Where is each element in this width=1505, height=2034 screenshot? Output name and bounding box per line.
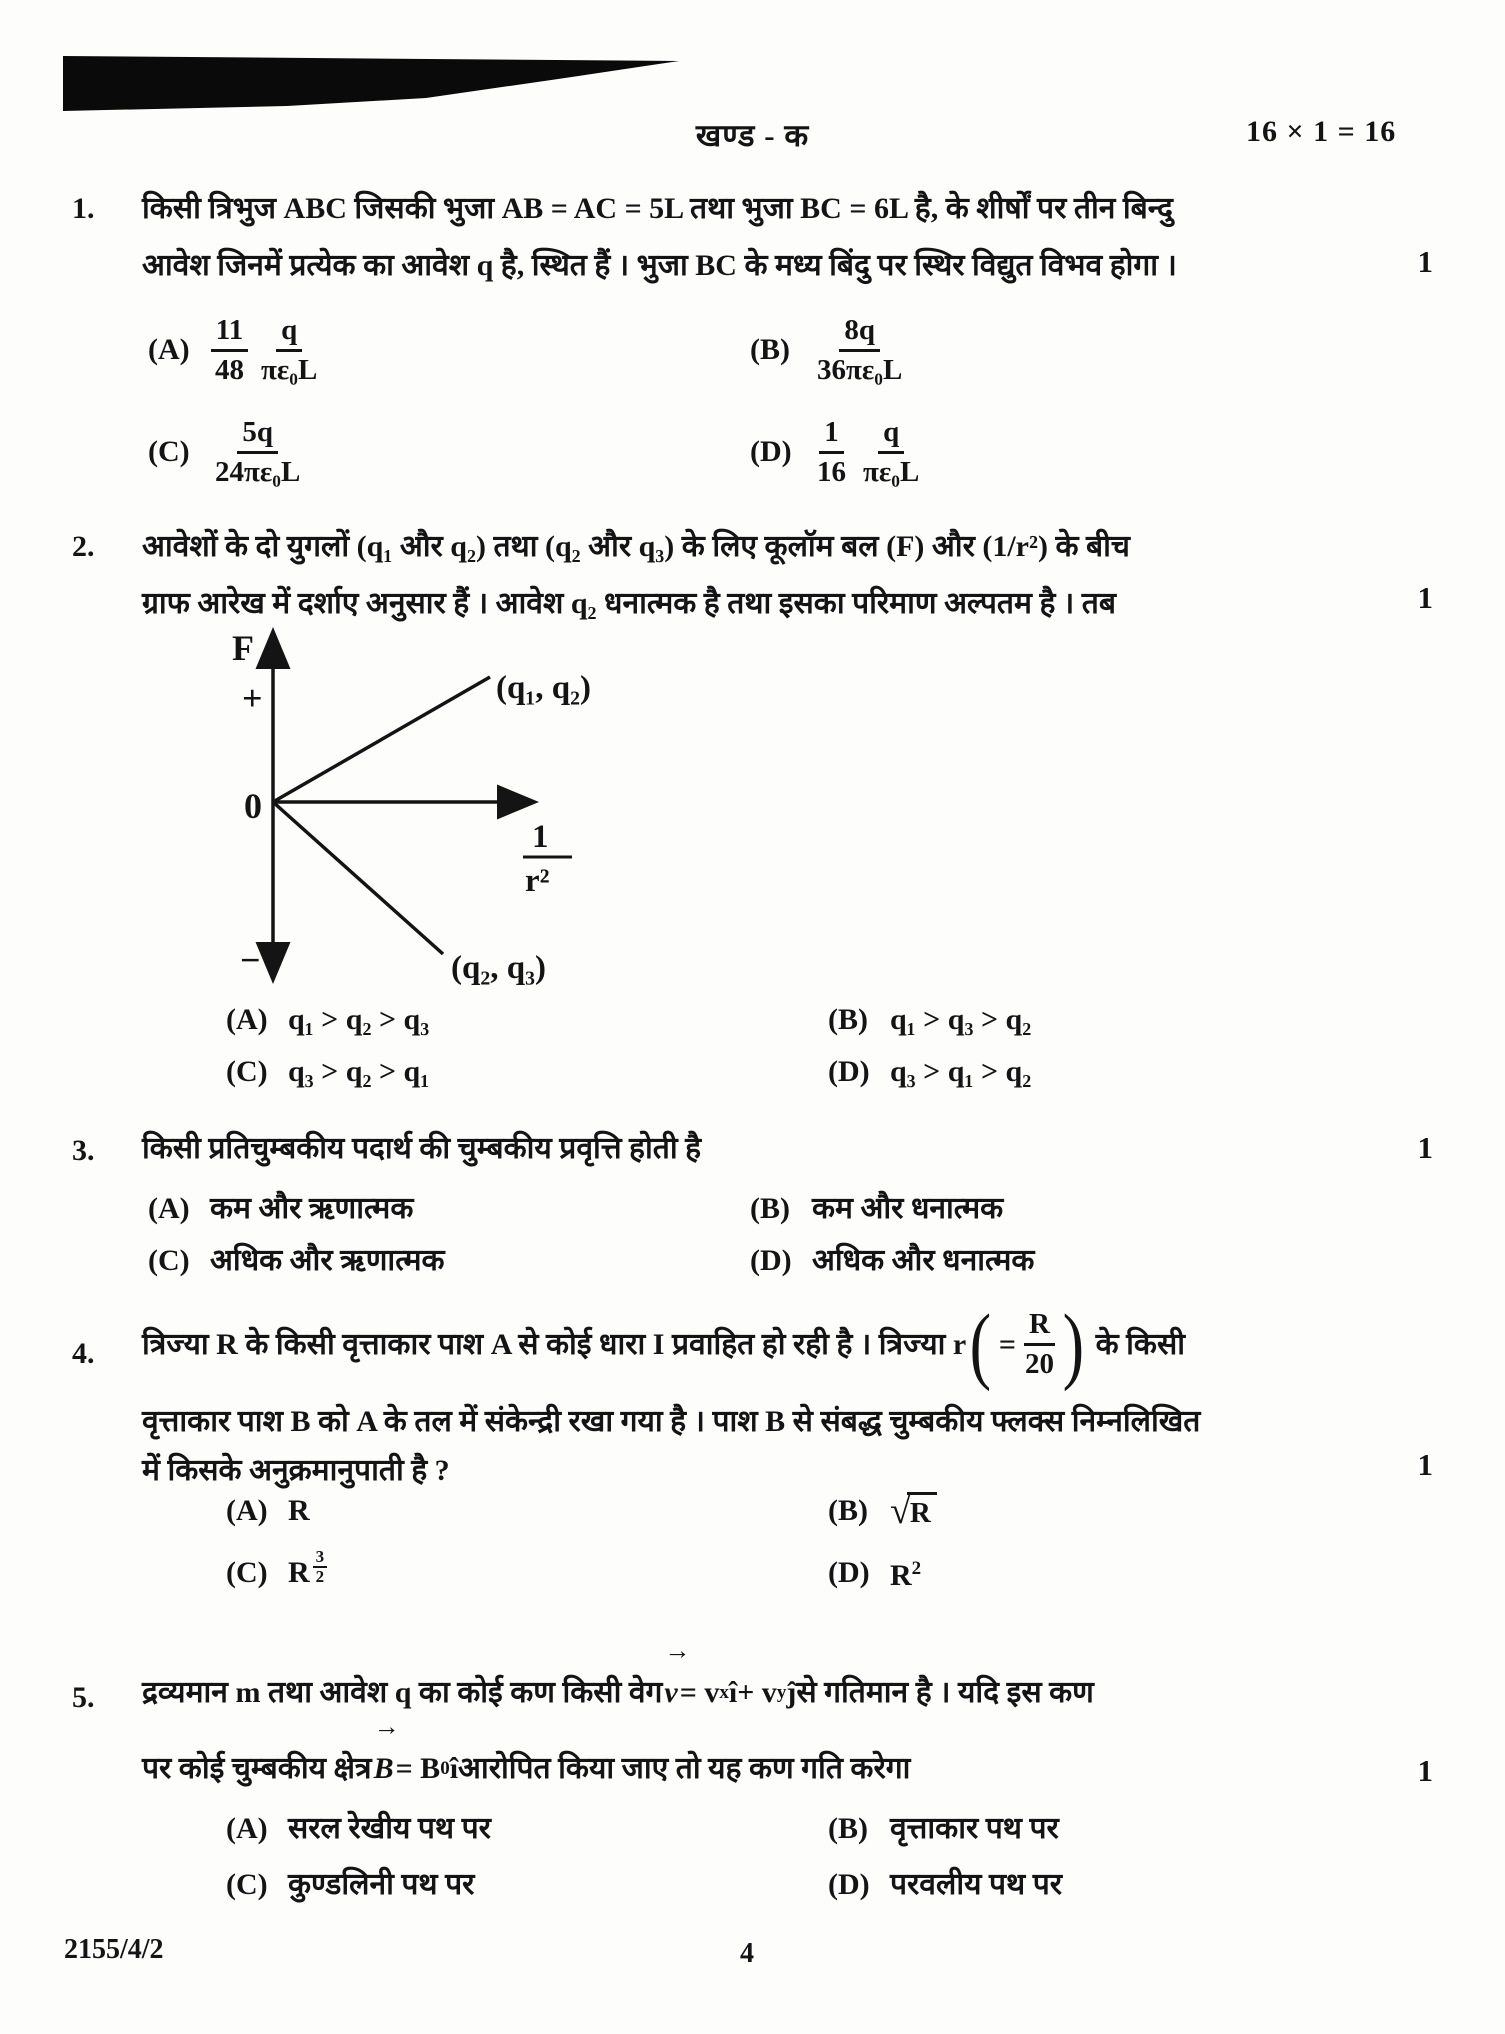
exponent-denominator: 2	[315, 1567, 325, 1587]
fraction-denominator: πε₀L	[863, 455, 920, 488]
marks-badge: 1	[1417, 1130, 1433, 1165]
question-text: द्रव्यमान m तथा आवेश q का कोई कण किसी वेग	[142, 1675, 663, 1709]
question-number: 1.	[72, 192, 95, 225]
question-text-line: आवेशों के दो युगलों (q₁ और q₂) तथा (q₂ और q₃) के लिए कूलॉम बल (F) और (1/r²) के बीच	[142, 530, 1130, 563]
question-text-line: आवेश जिनमें प्रत्येक का आवेश q है, स्थित हैं । भुजा BC के मध्य बिंदु पर स्थिर विद्युत विभव होगा ।	[142, 249, 1177, 282]
option-text: कम और ऋणात्मक	[210, 1192, 414, 1225]
y-axis-label: F	[232, 628, 254, 668]
subscript-x: x	[719, 1681, 729, 1703]
fraction-denominator: 20	[1024, 1347, 1054, 1380]
origin-label: 0	[244, 786, 262, 826]
question-number: 4.	[72, 1337, 95, 1370]
option-a	[226, 1803, 818, 1855]
option-label: (A)	[226, 1494, 268, 1527]
option-label: (D)	[750, 1244, 792, 1277]
option-formula	[210, 313, 322, 386]
vector-arrow: →	[664, 1635, 691, 1665]
option-a	[226, 1485, 818, 1537]
marks-badge: 1	[1417, 1447, 1433, 1482]
fraction-denominator: πε₀L	[261, 353, 318, 386]
subscript-0: 0	[440, 1757, 450, 1779]
r-over-20-fraction	[1020, 1307, 1059, 1380]
unit-vector-i: î	[728, 1675, 738, 1709]
equals-sign: =	[998, 1327, 1016, 1361]
option-a	[148, 1183, 740, 1235]
fraction-numerator: 1	[819, 415, 844, 453]
option-text: परवलीय पथ पर	[890, 1868, 1063, 1901]
R-to-three-halves-formula	[288, 1547, 327, 1599]
option-label: (D)	[828, 1868, 870, 1901]
base: R	[288, 1555, 310, 1589]
option-label: (B)	[828, 1812, 868, 1845]
question-text: + v	[737, 1675, 777, 1709]
falling-line	[273, 802, 443, 954]
question-text-line: वृत्ताकार पाश B को A के तल में संकेन्द्री रखा गया है । पाश B से संबद्ध चुम्बकीय फ्लक्स निम्नलिखित	[142, 1405, 1201, 1438]
magnetic-field-vector	[373, 1711, 400, 1797]
option-label: (D)	[828, 1555, 870, 1589]
question-text-line: किसी त्रिभुज ABC जिसकी भुजा AB = AC = 5L तथा भुजा BC = 6L है, के शीर्षों पर तीन बिन्दु	[142, 192, 1173, 225]
page-number: 4	[740, 1938, 754, 1969]
option-label: (C)	[148, 435, 190, 468]
subscript-y: y	[776, 1681, 787, 1703]
exponent-numerator: 3	[313, 1548, 328, 1569]
option-formula	[812, 415, 924, 488]
rising-line-label: (q₁, q₂)	[496, 670, 591, 706]
marks-badge: 1	[1417, 580, 1433, 615]
radical-sign: √	[890, 1489, 911, 1532]
x-axis-label-numerator: 1	[532, 819, 549, 855]
option-label: (C)	[226, 1868, 268, 1901]
vector-arrow: →	[373, 1711, 400, 1741]
marks-badge: 1	[1417, 1753, 1433, 1788]
option-c	[226, 1859, 818, 1911]
question-text: से गतिमान है । यदि इस कण	[796, 1675, 1094, 1709]
question-number: 5.	[72, 1681, 95, 1714]
section-title: खण्ड - क	[695, 118, 810, 153]
option-text: सरल रेखीय पथ पर	[288, 1812, 491, 1845]
option-d	[828, 1859, 1505, 1911]
option-d	[828, 1046, 1505, 1098]
option-label: (B)	[750, 333, 790, 366]
option-label: (C)	[226, 1555, 268, 1589]
fraction-numerator: R	[1024, 1307, 1055, 1345]
option-d	[750, 408, 1445, 496]
option-label: (B)	[828, 1494, 868, 1527]
option-c	[226, 1543, 818, 1602]
question-1	[70, 180, 1445, 496]
option-label: (D)	[750, 435, 792, 468]
option-b	[750, 1183, 1445, 1235]
question-text: त्रिज्या R के किसी वृत्ताकार पाश A से कोई धारा I प्रवाहित हो रही है । त्रिज्या r	[142, 1327, 967, 1361]
fraction-numerator: 5q	[237, 415, 278, 453]
options-grid	[226, 1485, 1505, 1602]
options-grid	[226, 994, 1505, 1098]
option-text: कम और धनात्मक	[812, 1192, 1004, 1225]
options-grid	[226, 1803, 1505, 1911]
option-b	[828, 1803, 1505, 1855]
option-formula	[210, 415, 305, 488]
exponent: 2	[911, 1558, 922, 1579]
question-5	[70, 1635, 1445, 1935]
falling-line-label: (q₂, q₃)	[451, 950, 546, 986]
option-text: वृत्ताकार पथ पर	[890, 1812, 1059, 1845]
fraction-numerator: q	[878, 415, 904, 453]
option-label: (A)	[226, 1003, 268, 1036]
plus-label: +	[242, 678, 263, 718]
paper-code: 2155/4/2	[64, 1934, 164, 1965]
question-text-line	[142, 1711, 911, 1793]
question-text: = B	[395, 1751, 441, 1785]
question-number: 2.	[72, 530, 95, 563]
option-c	[148, 408, 740, 496]
option-d	[750, 1235, 1445, 1287]
option-c	[148, 1235, 740, 1287]
option-c	[226, 1046, 818, 1098]
option-text: अधिक और ऋणात्मक	[210, 1244, 445, 1277]
scan-artifact-wedge	[0, 0, 700, 120]
option-label: (A)	[148, 1192, 190, 1225]
question-text-line: किसी प्रतिचुम्बकीय पदार्थ की चुम्बकीय प्रवृत्ति होती है	[142, 1132, 702, 1165]
question-text: आरोपित किया जाए तो यह कण गति करेगा	[458, 1751, 911, 1785]
option-text: q₁ > q₃ > q₂	[890, 1003, 1032, 1036]
question-text-line: ग्राफ आरेख में दर्शाए अनुसार हैं । आवेश q₂ धनात्मक है तथा इसका परिमाण अल्पतम है । तब	[142, 587, 1116, 620]
fraction-denominator: 16	[817, 455, 846, 488]
minus-label: −	[240, 940, 261, 980]
total-marks: 16 × 1 = 16	[1246, 115, 1397, 148]
fraction-numerator: q	[276, 313, 302, 351]
option-text: q₁ > q₂ > q₃	[288, 1003, 430, 1036]
option-b	[750, 306, 1445, 394]
option-d	[828, 1543, 1505, 1602]
option-label: (B)	[828, 1003, 868, 1036]
close-paren: )	[1062, 1296, 1085, 1392]
option-b	[828, 994, 1505, 1046]
question-number: 3.	[72, 1134, 95, 1167]
option-text: कुण्डलिनी पथ पर	[288, 1868, 475, 1901]
question-2	[70, 518, 1445, 1103]
fraction-denominator: 24πε₀L	[215, 455, 301, 488]
open-paren: (	[969, 1296, 992, 1392]
question-4	[70, 1295, 1445, 1635]
force-vs-inverse-r2-graph	[220, 610, 650, 996]
option-label: (D)	[828, 1055, 870, 1088]
radicand: R	[907, 1492, 937, 1530]
option-text: R	[288, 1494, 310, 1527]
option-text: q₃ > q₂ > q₁	[288, 1055, 430, 1088]
base: R	[890, 1559, 912, 1592]
fraction-denominator: 36πε₀L	[817, 353, 903, 386]
unit-vector-i: î	[449, 1751, 459, 1785]
question-text: पर कोई चुम्बकीय क्षेत्र	[142, 1751, 372, 1785]
fraction-denominator: 48	[215, 353, 244, 386]
option-label: (C)	[226, 1055, 268, 1088]
vector-letter: v	[664, 1675, 678, 1709]
rising-line	[273, 677, 490, 802]
option-label: (B)	[750, 1192, 790, 1225]
option-label: (A)	[226, 1812, 268, 1845]
option-label: (A)	[148, 333, 190, 366]
option-label: (C)	[148, 1244, 190, 1277]
question-text-line: में किसके अनुक्रमानुपाती है ?	[142, 1454, 450, 1487]
question-3	[70, 1122, 1445, 1287]
option-a	[148, 306, 740, 394]
vector-letter: B	[373, 1751, 394, 1785]
option-a	[226, 994, 818, 1046]
x-axis-label-denominator: r²	[525, 863, 550, 899]
option-text: अधिक और धनात्मक	[812, 1244, 1035, 1277]
fraction-numerator: 11	[211, 313, 248, 351]
velocity-vector	[664, 1635, 691, 1721]
option-formula	[812, 313, 907, 386]
marks-badge: 1	[1417, 244, 1433, 279]
option-b	[828, 1485, 1505, 1537]
question-text: = v	[679, 1675, 720, 1709]
sqrt-R-formula	[890, 1489, 937, 1532]
fraction-numerator: 8q	[839, 313, 880, 351]
R-squared-formula	[890, 1543, 921, 1602]
question-text-line	[142, 1635, 1094, 1717]
question-text-line	[142, 1295, 1445, 1393]
option-text: q₃ > q₁ > q₂	[890, 1055, 1032, 1088]
question-text: के किसी	[1095, 1327, 1186, 1361]
unit-vector-j: ĵ	[786, 1675, 797, 1709]
